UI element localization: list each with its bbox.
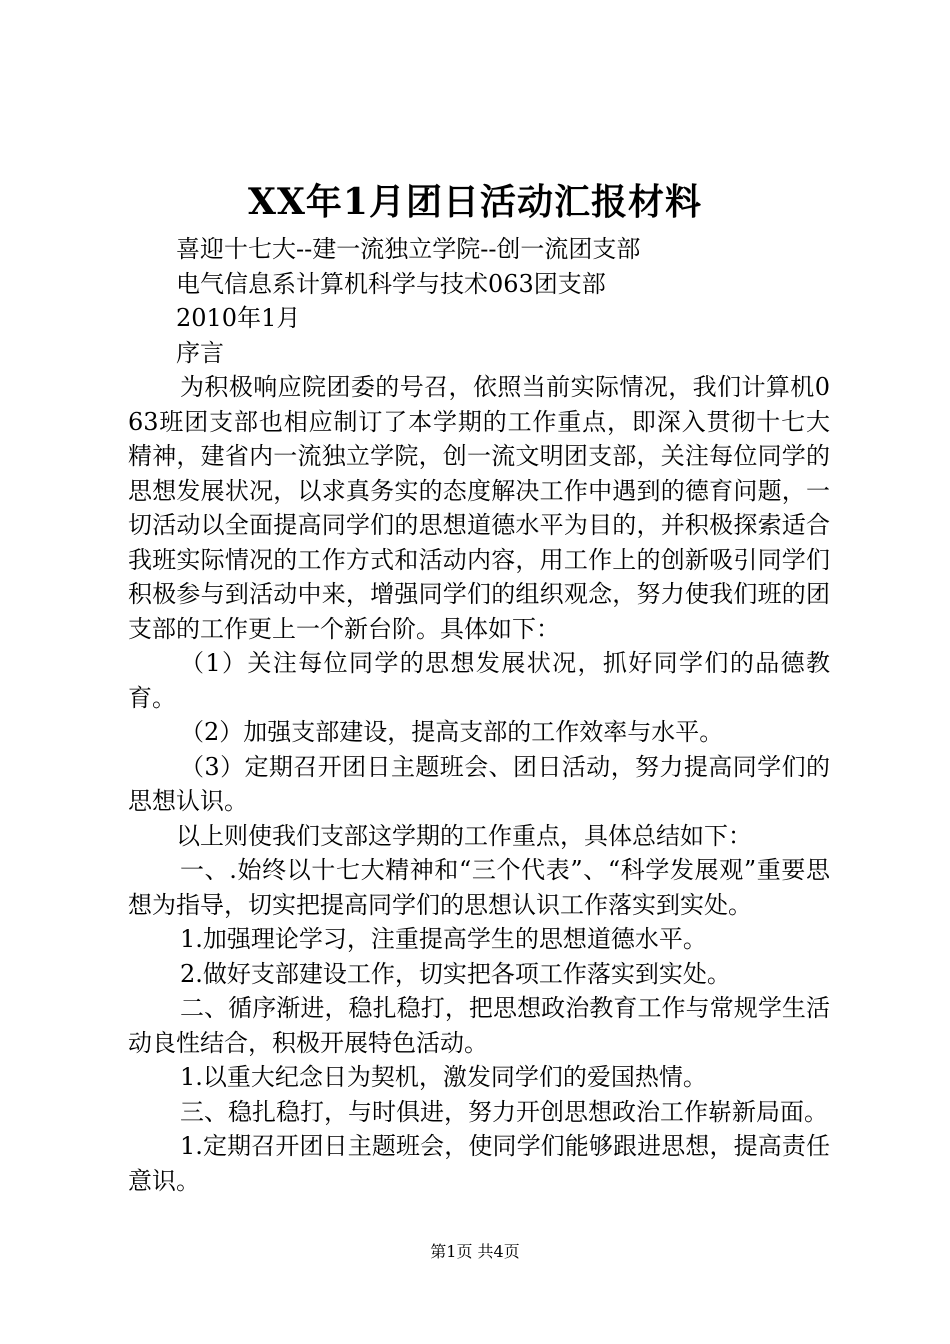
- section-heading-2: 二、循序渐进，稳扎稳打，把思想政治教育工作与常规学生活动良性结合，积极开展特色活动。: [128, 994, 830, 1057]
- goal-item-2: （2）加强支部建设，提高支部的工作效率与水平。: [180, 718, 724, 746]
- date-line: 2010年1月: [176, 304, 301, 332]
- preface-heading: 序言: [176, 338, 224, 367]
- section-1-item-2: 2.做好支部建设工作，切实把各项工作落实到实处。: [180, 959, 731, 988]
- goal-item-1: （1）关注每位同学的思想发展状况，抓好同学们的品德教育。: [128, 649, 830, 712]
- slogan-line: 喜迎十七大--建一流独立学院--创一流团支部: [176, 235, 641, 263]
- document-title: XX年1月团日活动汇报材料: [248, 181, 702, 223]
- section-2-item-1: 1.以重大纪念日为契机，激发同学们的爱国热情。: [180, 1063, 707, 1091]
- summary-intro: 以上则使我们支部这学期的工作重点，具体总结如下：: [176, 821, 752, 850]
- section-heading-1: 一、.始终以十七大精神和“三个代表”、“科学发展观”重要思想为指导，切实把提高同学们的思想认识工作落实到实处。: [128, 856, 830, 919]
- goal-item-3: （3）定期召开团日主题班会、团日活动，努力提高同学们的思想认识。: [128, 752, 830, 815]
- organization-line: 电气信息系计算机科学与技术063团支部: [176, 269, 606, 298]
- page-number: 第1页 共4页: [430, 1242, 520, 1261]
- preface-paragraph: 为积极响应院团委的号召，依照当前实际情况，我们计算机063班团支部也相应制订了本学期的工作重点，即深入贯彻十七大精神，建省内一流独立学院，创一流文明团支部，关注每位同学的思想发展状况，以求真务实的态度解决工作中遇到的德育问题，一切活动以全面提高同学们的思想道德水平为目的，并积极探索适合我班实际情况的工作方式和活动内容，用工作上的创新吸引同学们积极参与到活动中来，增强同学们的组织观念，努力使我们班的团支部的工作更上一个新台阶。具体如下：: [128, 373, 830, 643]
- document-body: [128, 232, 830, 1198]
- section-heading-3: 三、稳扎稳打，与时俱进，努力开创思想政治工作崭新局面。: [180, 1097, 828, 1126]
- section-3-item-1: 1.定期召开团日主题班会，使同学们能够跟进思想，提高责任意识。: [128, 1132, 830, 1195]
- section-1-item-1: 1.加强理论学习，注重提高学生的思想道德水平。: [180, 925, 707, 953]
